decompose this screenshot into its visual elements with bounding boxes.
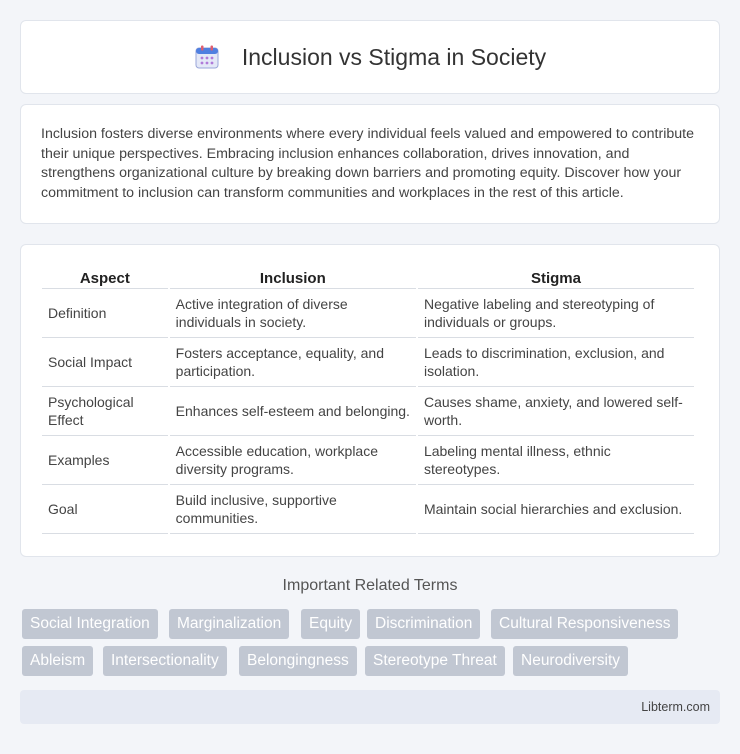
tag-marginalization[interactable]: Marginalization (169, 609, 289, 639)
stigma-cell: Labeling mental illness, ethnic stereotypes. (418, 436, 694, 485)
footer (20, 690, 720, 724)
aspect-cell: Definition (42, 289, 168, 338)
comparison-card (20, 244, 720, 557)
table-row (42, 436, 694, 485)
header-card (20, 20, 720, 94)
inclusion-cell: Fosters acceptance, equality, and participation. (170, 338, 416, 387)
tag-equity[interactable]: Equity (301, 609, 360, 639)
table-row (42, 338, 694, 387)
footer-site-link[interactable]: Libterm.com (641, 700, 710, 714)
tag-neurodiversity[interactable]: Neurodiversity (513, 646, 628, 676)
aspect-cell: Goal (42, 485, 168, 534)
column-header-aspect: Aspect (42, 265, 168, 289)
column-header-stigma: Stigma (418, 265, 694, 289)
tag-belongingness[interactable]: Belongingness (239, 646, 357, 676)
intro-text: Inclusion fosters diverse environments where every individual feels valued and empowered to contribute their unique perspectives. Embracing inclusion enhances collaboration, drives innovation, and strengthens organizational culture by breaking down barriers and promoting equity. Discover how your commitment to inclusion can transform communities and workplaces in the rest of this article. (41, 126, 694, 201)
aspect-cell: Examples (42, 436, 168, 485)
tag-ableism[interactable]: Ableism (22, 646, 93, 676)
table-row (42, 485, 694, 534)
inclusion-cell: Active integration of diverse individuals in society. (170, 289, 416, 338)
page-title: Inclusion vs Stigma in Society (241, 43, 547, 70)
stigma-cell: Maintain social hierarchies and exclusion. (418, 485, 694, 534)
tag-cultural-responsiveness[interactable]: Cultural Responsiveness (491, 609, 678, 639)
stigma-cell: Leads to discrimination, exclusion, and isolation. (418, 338, 694, 387)
comparison-table (40, 265, 696, 534)
tag-intersectionality[interactable]: Intersectionality (103, 646, 227, 676)
tag-stereotype-threat[interactable]: Stereotype Threat (365, 646, 505, 676)
table-row (42, 289, 694, 338)
inclusion-cell: Enhances self-esteem and belonging. (170, 387, 416, 436)
aspect-cell: Social Impact (42, 338, 168, 387)
inclusion-cell: Build inclusive, supportive communities. (170, 485, 416, 534)
tag-social-integration[interactable]: Social Integration (22, 609, 158, 639)
table-row (42, 387, 694, 436)
table-header-row (42, 265, 694, 289)
column-header-inclusion: Inclusion (170, 265, 416, 289)
stigma-cell: Negative labeling and stereotyping of individuals or groups. (418, 289, 694, 338)
aspect-cell: Psychological Effect (42, 387, 168, 436)
stigma-cell: Causes shame, anxiety, and lowered self-worth. (418, 387, 694, 436)
related-terms-title: Important Related Terms (282, 577, 458, 594)
tag-discrimination[interactable]: Discrimination (367, 609, 480, 639)
inclusion-cell: Accessible education, workplace diversity programs. (170, 436, 416, 485)
intro-card (20, 104, 720, 224)
calendar-icon (194, 44, 220, 70)
